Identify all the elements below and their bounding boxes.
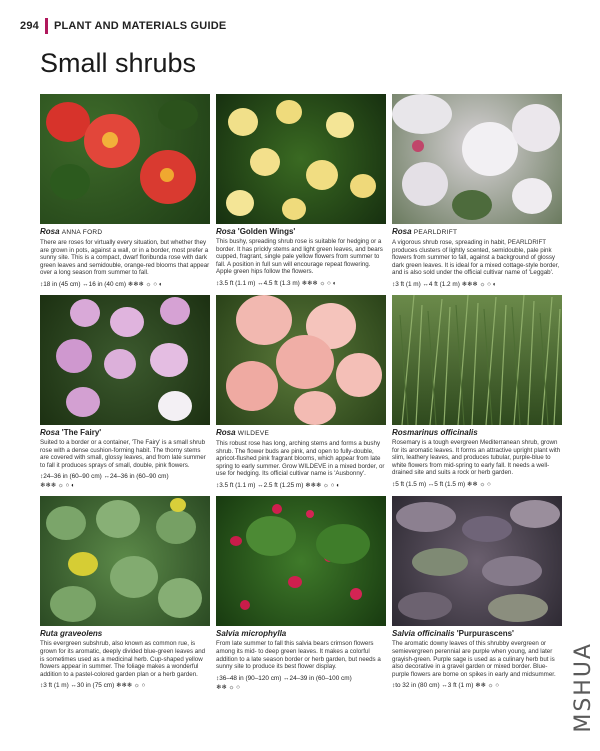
plant-description: This bushy, spreading shrub rose is suitable for hedging or a border. It has prickly stems and light green leaves, and bears cupped, fragrant, single pale yellow flowers from summer to fall. A position in full sun will encourage repeat flowering. Apple green hips follow the flowers. [216, 238, 383, 276]
rosa-anna-ford-photo [40, 94, 210, 224]
plant-name: Rosa PEARLDRIFT [392, 227, 458, 236]
plant-size-hardiness: ↕3 ft (1 m) ↔4 ft (1.2 m) ❄❄❄ ☼ ○ ◐ [392, 280, 497, 288]
plant-size: ↕36–48 in (90–120 cm) ↔24–39 in (60–100 cm) [216, 674, 352, 682]
page-title: Small shrubs [40, 48, 197, 78]
plant-description: Suited to a border or a container, 'The Fairy' is a small shrub rose with a dense cushion-forming habit. The thorny stems are covered with small, glossy leaves, and from late summer to fall it produces sprays of small, double, pink flowers. [40, 438, 206, 469]
page-number: 294 [20, 20, 39, 32]
plant-entry-rosa-golden-wings [216, 94, 386, 289]
plant-name: Salvia microphylla [216, 629, 287, 639]
plant-name: Salvia officinalis 'Purpurascens' [392, 629, 514, 639]
plant-size-hardiness: ↕18 in (45 cm) ↔16 in (40 cm) ❄❄❄ ☼ ○ ◐ [40, 280, 163, 288]
plant-hardiness: ❄❄❄ ☼ ○ ◐ [40, 482, 75, 490]
section-title: PLANT AND MATERIALS GUIDE [53, 20, 227, 32]
plant-size-hardiness: ↕5 ft (1.5 m) ↔5 ft (1.5 m) ❄❄ ☼ ○ [392, 480, 491, 488]
plant-description: This robust rose has long, arching stems and forms a bushy shrub. The flower buds are pink, and open to fully-double, apricot-flushed pink fragrant blooms, which appear from late spring to early summer. Grow WILDEVE in a mixed border, or use for hedging. Its official cultivar name is 'Ausbonny'. [216, 439, 385, 478]
plant-entry-rosmarinus-officinalis [392, 295, 562, 490]
plant-entry-rosa-anna-ford [40, 94, 210, 289]
plant-name: Rosa WILDEVE [216, 427, 270, 437]
watermark-text: MSHUA [571, 642, 596, 733]
plant-name: Ruta graveolens [40, 629, 103, 639]
plant-name: Rosa 'Golden Wings' [216, 227, 296, 236]
plant-entry-ruta-graveolens [40, 496, 210, 691]
plant-hardiness: ❄❄ ☼ ○ [216, 683, 240, 691]
plant-size-hardiness: ↕3 ft (1 m) ↔30 in (75 cm) ❄❄❄ ☼ ○ [40, 682, 146, 690]
running-header [20, 18, 226, 34]
plant-entry-rosa-the-fairy [40, 295, 210, 490]
rosemary-stems-drawing [392, 295, 562, 425]
plant-name: Rosa 'The Fairy' [40, 427, 102, 437]
rosa-wildeve-photo [216, 295, 386, 425]
plant-description: From late summer to fall this salvia bears crimson flowers among its mid- to deep green leaves. It makes a colorful addition to a late season border or herb garden, but needs a sunny site to produce its best flower display. [216, 640, 381, 671]
rosa-pearldrift-photo [392, 94, 562, 224]
plant-name: Rosa ANNA FORD [40, 227, 103, 236]
plant-description: This evergreen subshrub, also known as common rue, is grown for its aromatic, deeply divided blue-green leaves and is sometimes used as a medicinal herb. Cup-shaped yellow flowers appear in summer. The foliage makes a wonderful addition to a pastel-colored garden plan or a herb garden. [40, 640, 206, 678]
plant-description: Rosemary is a tough evergreen Mediterranean shrub, grown for its aromatic leaves. It forms an attractive upright plant with slim, leathery leaves, and produces tubular, purple-blue to white flowers from mid-spring to early fall. It needs a well-drained site and suits a rock or herb garden. [392, 438, 561, 477]
plant-size: ↕24–36 in (60–90 cm) ↔24–36 in (60–90 cm) [40, 473, 169, 481]
plant-entry-salvia-officinalis-purpurascens [392, 496, 562, 691]
salvia-microphylla-photo [216, 496, 386, 626]
plant-description: The aromatic downy leaves of this shrubby evergreen or semievergreen perennial are purple when young, and later grayish-green. Purple sage is used as a culinary herb but is also decorative in a gravel garden or mixed border. Blue-purple flowers are borne on spikes in early and midsummer. [392, 640, 556, 678]
plant-size-hardiness: ↕3.5 ft (1.1 m) ↔4.5 ft (1.3 m) ❄❄❄ ☼ ○ ◐ [216, 279, 337, 287]
plant-name: Rosmarinus officinalis [392, 427, 478, 437]
plant-entry-salvia-microphylla [216, 496, 386, 691]
plant-size-hardiness: ↕3.5 ft (1.1 m) ↔2.5 ft (1.25 m) ❄❄❄ ☼ ○ ◐ [216, 481, 341, 489]
plant-description: A vigorous shrub rose, spreading in habit, PEARLDRIFT produces clusters of lightly scented, semidouble, pale pink flowers from summer to fall, against a background of glossy dark green leaves. It is ideal for a mixed cottage-style border, and is also sold under the official cultivar name of 'Leggab'. [392, 239, 560, 277]
plant-entry-rosa-wildeve [216, 295, 386, 490]
ruta-graveolens-photo [40, 496, 210, 626]
rosa-golden-wings-photo [216, 94, 386, 224]
salvia-officinalis-purpurascens-photo [392, 496, 562, 626]
plant-grid [40, 94, 562, 692]
rosa-the-fairy-photo [40, 295, 210, 425]
plant-size-hardiness: ↕to 32 in (80 cm) ↔3 ft (1 m) ❄❄ ☼ ○ [392, 682, 500, 690]
plant-entry-rosa-pearldrift [392, 94, 562, 289]
plant-description: There are roses for virtually every situation, but whether they are grown in pots, against a wall, or in a border, most prefer a sunny site. This is a compact, dwarf floribunda rose with dark green leaves and semidouble, orange-red blooms that appear over a long season from summer to fall. [40, 239, 210, 277]
rosmarinus-officinalis-photo [392, 295, 562, 425]
header-divider [45, 18, 48, 34]
